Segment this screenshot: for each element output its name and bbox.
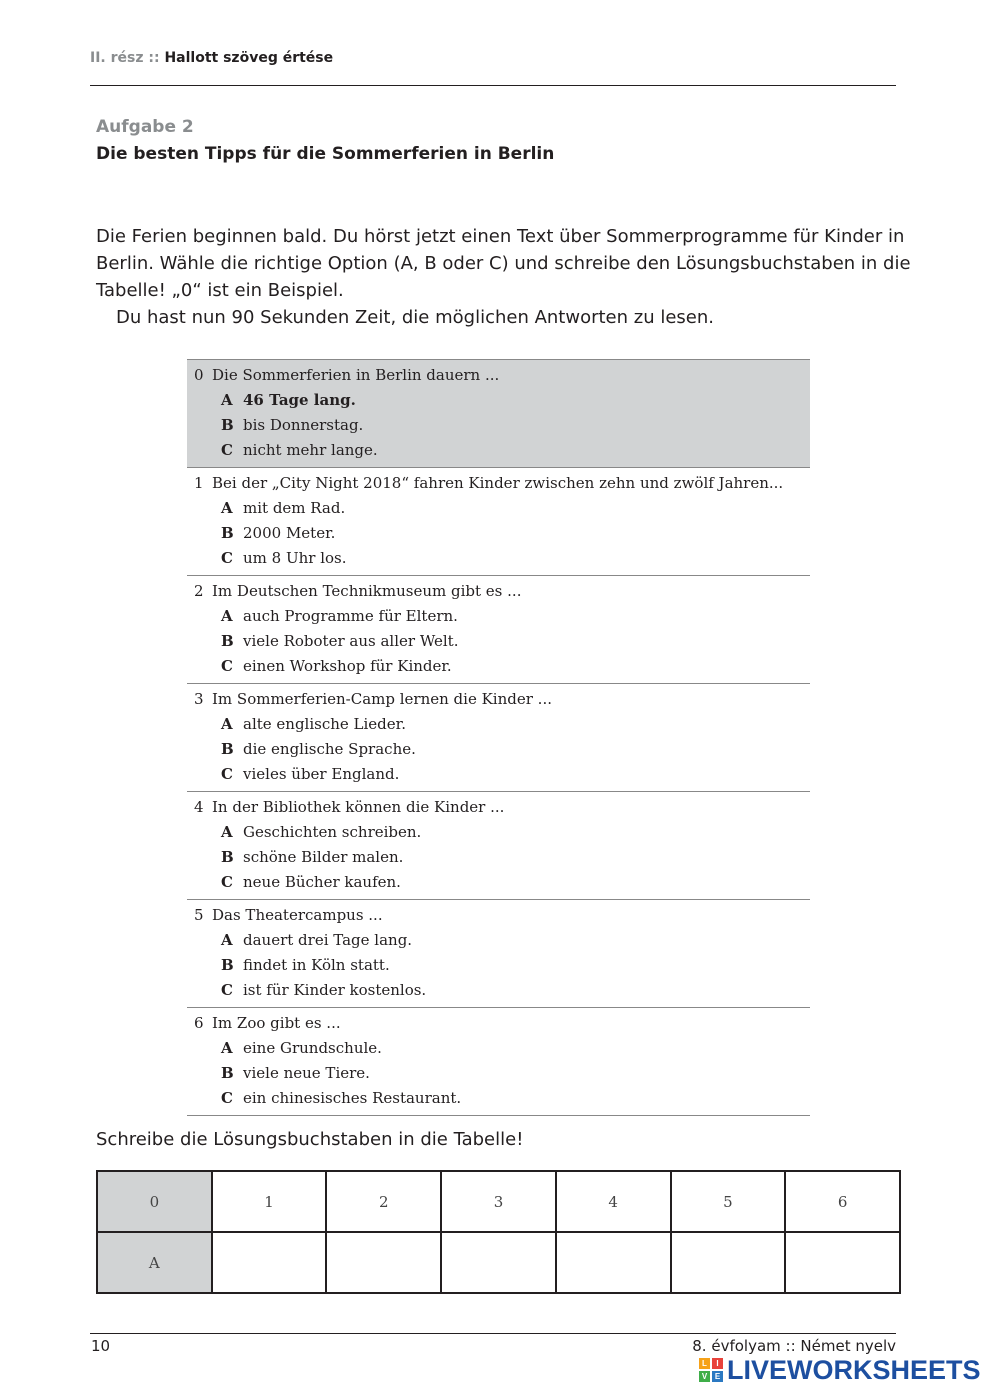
option-a <box>187 1036 810 1061</box>
liveworksheets-brand[interactable] <box>699 1356 981 1384</box>
instructions-paragraph-2: Du hast nun 90 Sekunden Zeit, die möglichen Antworten zu lesen. <box>116 307 714 328</box>
option-text: dauert drei Tage lang. <box>243 931 413 949</box>
header-title: Hallott szöveg értése <box>164 50 334 66</box>
option-b <box>187 845 810 870</box>
option-text: mit dem Rad. <box>243 499 346 517</box>
option-letter: A <box>221 607 233 625</box>
question-3 <box>187 684 810 792</box>
question-text: Im Deutschen Technikmuseum gibt es ... <box>212 582 522 600</box>
option-letter: C <box>221 765 233 783</box>
option-text: ein chinesisches Restaurant. <box>243 1089 462 1107</box>
option-letter: B <box>221 848 234 866</box>
option-letter: B <box>221 524 234 542</box>
question-number: 4 <box>194 798 204 816</box>
answer-header-cell: 4 <box>556 1171 671 1232</box>
question-example <box>187 360 810 468</box>
option-text: um 8 Uhr los. <box>243 549 347 567</box>
question-number: 5 <box>194 906 204 924</box>
option-text: einen Workshop für Kinder. <box>243 657 452 675</box>
question-list <box>187 359 810 1116</box>
question-text: In der Bibliothek können die Kinder ... <box>212 798 505 816</box>
question-stem <box>187 687 810 712</box>
option-text: bis Donnerstag. <box>243 416 364 434</box>
question-stem <box>187 579 810 604</box>
answer-header-row <box>97 1171 900 1232</box>
answer-example-cell: A <box>97 1232 212 1293</box>
logo-letter: V <box>699 1371 710 1382</box>
option-letter: C <box>221 981 233 999</box>
question-number: 0 <box>194 366 204 384</box>
question-6 <box>187 1008 810 1116</box>
option-text: Geschichten schreiben. <box>243 823 422 841</box>
option-text: alte englische Lieder. <box>243 715 406 733</box>
question-5 <box>187 900 810 1008</box>
answer-input-cell-3[interactable] <box>441 1232 556 1293</box>
liveworksheets-wordmark: LIVEWORKSHEETS <box>727 1354 981 1385</box>
instructions <box>96 223 911 331</box>
footer-course: 8. évfolyam :: Német nyelv <box>692 1337 896 1355</box>
option-text: vieles über England. <box>243 765 400 783</box>
option-c <box>187 978 810 1003</box>
question-text: Das Theatercampus ... <box>212 906 383 924</box>
logo-letter: I <box>712 1358 723 1369</box>
option-b <box>187 953 810 978</box>
option-b <box>187 1061 810 1086</box>
option-letter: C <box>221 549 233 567</box>
question-text: Bei der „City Night 2018“ fahren Kinder zwischen zehn und zwölf Jahren... <box>212 474 784 492</box>
option-letter: C <box>221 441 233 459</box>
option-a <box>187 604 810 629</box>
answer-input-cell-6[interactable] <box>785 1232 900 1293</box>
footer-divider <box>90 1333 896 1334</box>
answer-input-row <box>97 1232 900 1293</box>
answer-table <box>96 1170 901 1294</box>
answer-header-cell: 3 <box>441 1171 556 1232</box>
option-letter: C <box>221 657 233 675</box>
answer-input-cell-1[interactable] <box>212 1232 327 1293</box>
task-title: Die besten Tipps für die Sommerferien in Berlin <box>96 144 555 164</box>
question-text: Die Sommerferien in Berlin dauern ... <box>212 366 500 384</box>
option-text: die englische Sprache. <box>243 740 416 758</box>
option-c <box>187 870 810 895</box>
liveworksheets-logo-icon <box>699 1358 723 1382</box>
option-text: auch Programme für Eltern. <box>243 607 458 625</box>
option-text: viele neue Tiere. <box>243 1064 370 1082</box>
answer-instruction: Schreibe die Lösungsbuchstaben in die Tabelle! <box>96 1129 524 1150</box>
answer-header-cell: 1 <box>212 1171 327 1232</box>
option-text: nicht mehr lange. <box>243 441 378 459</box>
option-a <box>187 820 810 845</box>
option-c <box>187 546 810 571</box>
option-letter: B <box>221 632 234 650</box>
answer-header-cell: 2 <box>326 1171 441 1232</box>
page-header <box>90 50 896 86</box>
answer-input-cell-5[interactable] <box>671 1232 786 1293</box>
option-text: viele Roboter aus aller Welt. <box>243 632 459 650</box>
header-separator: :: <box>148 50 160 66</box>
option-b <box>187 521 810 546</box>
option-a <box>187 388 810 413</box>
option-b <box>187 629 810 654</box>
option-letter: B <box>221 416 234 434</box>
question-stem <box>187 1011 810 1036</box>
question-number: 1 <box>194 474 204 492</box>
question-stem <box>187 471 810 496</box>
answer-header-cell: 0 <box>97 1171 212 1232</box>
option-letter: B <box>221 1064 234 1082</box>
option-text: neue Bücher kaufen. <box>243 873 401 891</box>
option-b <box>187 737 810 762</box>
answer-header-cell: 6 <box>785 1171 900 1232</box>
option-letter: A <box>221 715 233 733</box>
option-letter: C <box>221 1089 233 1107</box>
option-c <box>187 438 810 463</box>
option-a <box>187 928 810 953</box>
question-4 <box>187 792 810 900</box>
option-letter: B <box>221 956 234 974</box>
answer-header-cell: 5 <box>671 1171 786 1232</box>
option-a <box>187 496 810 521</box>
option-letter: A <box>221 499 233 517</box>
option-a <box>187 712 810 737</box>
option-text: 2000 Meter. <box>243 524 336 542</box>
option-c <box>187 654 810 679</box>
option-letter: B <box>221 740 234 758</box>
header-part: II. rész <box>90 50 144 66</box>
question-text: Im Sommerferien-Camp lernen die Kinder ... <box>212 690 552 708</box>
option-c <box>187 762 810 787</box>
question-stem <box>187 795 810 820</box>
option-letter: C <box>221 873 233 891</box>
question-2 <box>187 576 810 684</box>
instructions-paragraph-1: Die Ferien beginnen bald. Du hörst jetzt einen Text über Sommerprogramme für Kinder in Berlin. Wähle die richtige Option (A, B oder C) und schreibe den Lösungsbuchstaben in die Tabelle! „0“ ist ein Beispiel. <box>96 226 911 301</box>
option-b <box>187 413 810 438</box>
answer-input-cell-4[interactable] <box>556 1232 671 1293</box>
question-stem <box>187 363 810 388</box>
answer-input-cell-2[interactable] <box>326 1232 441 1293</box>
option-text: eine Grundschule. <box>243 1039 382 1057</box>
option-letter: A <box>221 1039 233 1057</box>
option-letter: A <box>221 931 233 949</box>
question-number: 3 <box>194 690 204 708</box>
option-text: schöne Bilder malen. <box>243 848 404 866</box>
option-letter: A <box>221 391 233 409</box>
option-text: 46 Tage lang. <box>243 391 356 409</box>
question-number: 2 <box>194 582 204 600</box>
page-number: 10 <box>91 1337 111 1355</box>
option-c <box>187 1086 810 1111</box>
question-number: 6 <box>194 1014 204 1032</box>
logo-letter: L <box>699 1358 710 1369</box>
logo-letter: E <box>712 1371 723 1382</box>
task-label: Aufgabe 2 <box>96 117 194 137</box>
question-1 <box>187 468 810 576</box>
question-text: Im Zoo gibt es ... <box>212 1014 341 1032</box>
question-stem <box>187 903 810 928</box>
option-text: findet in Köln statt. <box>243 956 390 974</box>
option-letter: A <box>221 823 233 841</box>
option-text: ist für Kinder kostenlos. <box>243 981 427 999</box>
